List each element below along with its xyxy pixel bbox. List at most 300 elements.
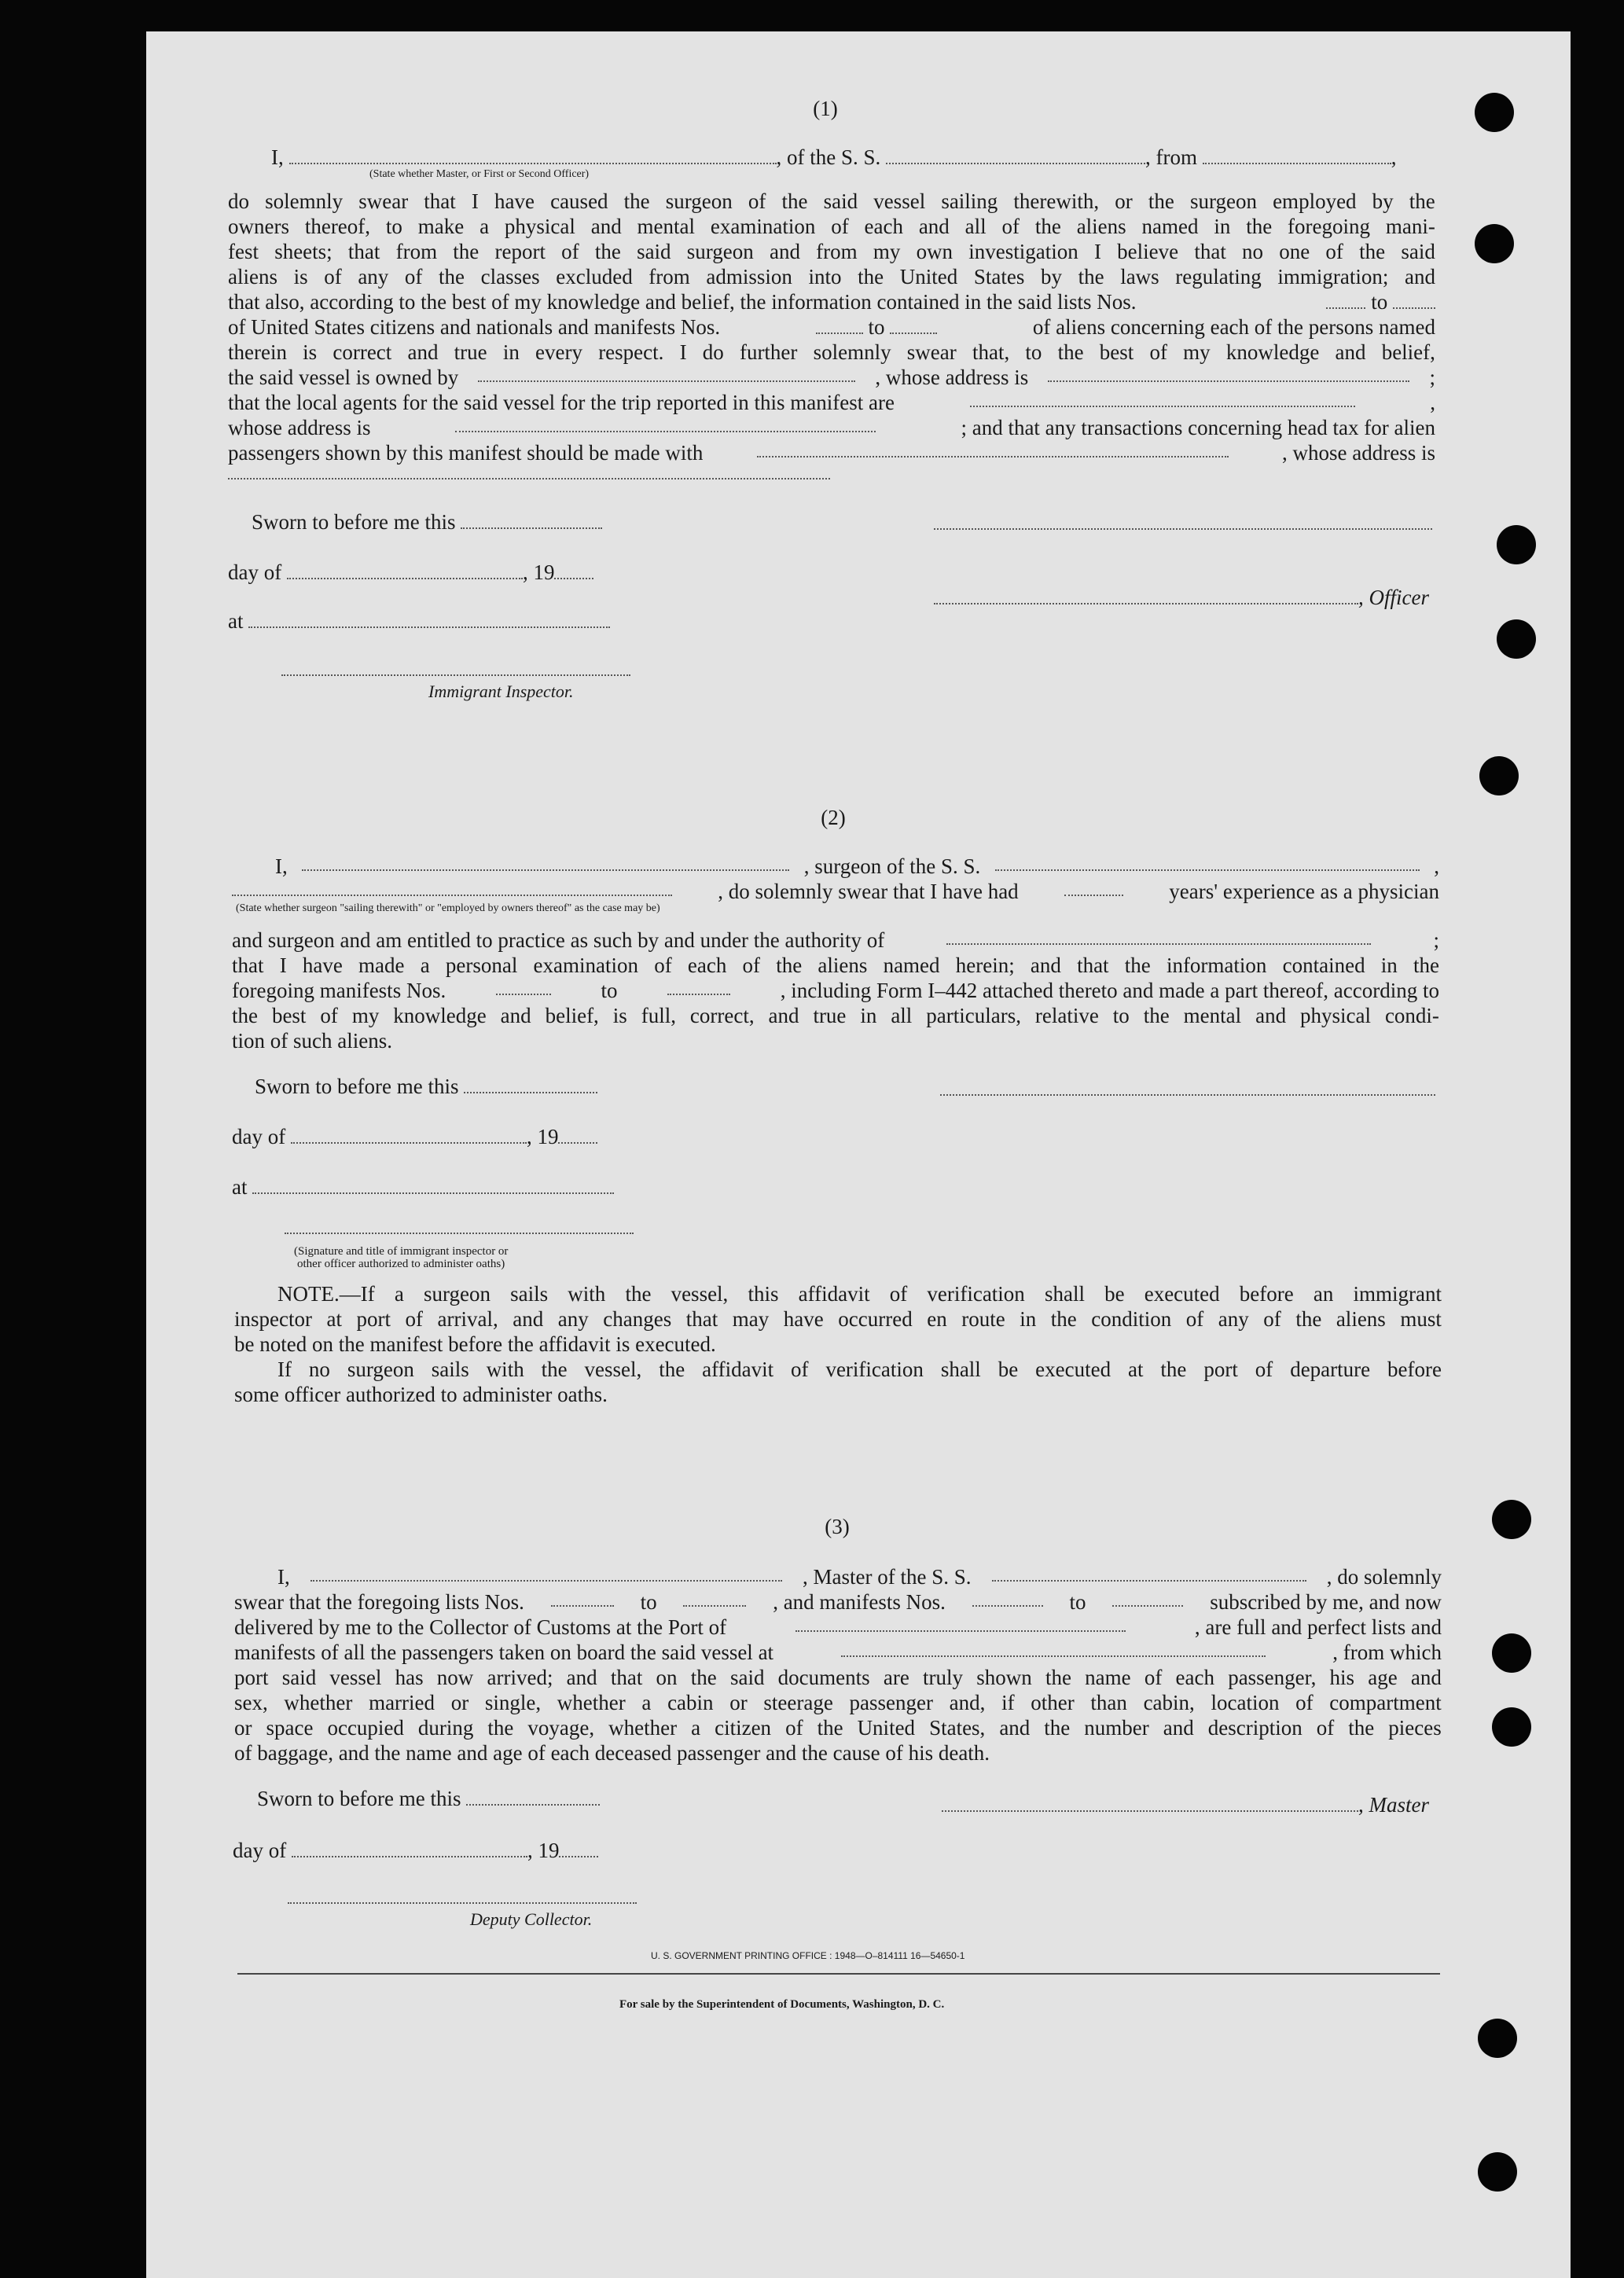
s3-deputy-collector: Deputy Collector. [470, 1909, 593, 1929]
word: named [1141, 215, 1199, 238]
word: of [889, 1282, 908, 1306]
word: the [1246, 215, 1273, 238]
word: the [781, 189, 808, 213]
word: and [1255, 1004, 1287, 1027]
s3-line [234, 1589, 1442, 1615]
word: no [1242, 240, 1264, 263]
word: or [450, 1691, 469, 1714]
s2-day-of [232, 1124, 597, 1149]
word: pieces [1388, 1716, 1442, 1740]
word: shall [940, 1358, 981, 1381]
word: herein; [955, 953, 1015, 977]
word: whether [608, 1716, 678, 1740]
punch-hole [1479, 756, 1519, 795]
s2-surgeon-of: , surgeon of the S. S. [803, 854, 981, 878]
word: and [1335, 340, 1366, 364]
word: is [612, 1004, 627, 1027]
word: the [439, 265, 465, 288]
word: immigrant [1353, 1282, 1442, 1306]
s1-line [228, 214, 1435, 239]
word: that [610, 1666, 643, 1689]
s2-note: (State whether surgeon "sailing therewith" or "employed by owners thereof" as the case may be) [236, 902, 660, 914]
s3-to: to [640, 1590, 657, 1614]
word: vessel [329, 1666, 382, 1689]
s3-master [942, 1792, 1429, 1817]
word: therewith, [1013, 189, 1100, 213]
word: the [1413, 953, 1439, 977]
word: has [395, 1666, 424, 1689]
word: solemnly [813, 340, 891, 364]
word: foregoing [1288, 215, 1371, 238]
word: that [424, 189, 456, 213]
punch-hole [1497, 525, 1536, 564]
word: executed [1035, 1358, 1111, 1381]
s2-line [232, 953, 1439, 978]
word: best [271, 1004, 307, 1027]
word: said [823, 189, 858, 213]
word: arrival, [437, 1307, 498, 1331]
note-line: be noted on the manifest before the affidavit is executed. [234, 1332, 716, 1356]
word: sails [510, 1282, 549, 1306]
word: sailing [941, 189, 998, 213]
word: in [860, 1004, 877, 1027]
s1-day-of [228, 560, 593, 585]
word: route [961, 1307, 1005, 1331]
word: examination [710, 215, 816, 238]
word: or [1115, 189, 1133, 213]
word: said [281, 1666, 317, 1689]
s1-paragraph [228, 189, 1435, 465]
word: aliens [1336, 1307, 1386, 1331]
word: of [654, 953, 672, 977]
word: any [557, 1307, 589, 1331]
word: particulars, [926, 1004, 1021, 1027]
word: the [1050, 1307, 1077, 1331]
word: my [351, 1004, 380, 1027]
s3-i-label: I, [277, 1565, 290, 1589]
s3-master-of: , Master of the S. S. [803, 1565, 972, 1589]
word: full, [641, 1004, 676, 1027]
word: from [816, 240, 858, 263]
word: vessel [873, 189, 926, 213]
s2-to: to [601, 979, 618, 1002]
s3-day-of-label: day of [233, 1839, 287, 1862]
word: owners [228, 215, 289, 238]
word: I [279, 953, 287, 977]
word: States [973, 265, 1025, 288]
word: best [1099, 340, 1134, 364]
word: do [228, 189, 249, 213]
word: voyage, [527, 1716, 595, 1740]
s3-to-2: to [1069, 1590, 1086, 1614]
word: by [1372, 189, 1394, 213]
punch-hole [1478, 2152, 1517, 2192]
word: married [369, 1691, 435, 1714]
s2-years: years' experience as a physician [1169, 880, 1439, 903]
word: immigration; [1277, 265, 1389, 288]
word: are [883, 1666, 909, 1689]
punch-hole [1478, 2019, 1517, 2058]
word: an [1313, 1282, 1334, 1306]
s3-line [234, 1640, 1442, 1665]
word: and [590, 215, 622, 238]
word: a [394, 1282, 404, 1306]
section-3-heading: (3) [825, 1515, 850, 1538]
s3-line [234, 1715, 1442, 1740]
word: must [1400, 1307, 1442, 1331]
word: changes [603, 1307, 672, 1331]
word: and, [949, 1691, 986, 1714]
word: of [324, 265, 342, 288]
word: sheets; [274, 240, 333, 263]
word: the [594, 240, 621, 263]
word: I [679, 340, 687, 364]
word: space [266, 1716, 314, 1740]
word: one [1279, 240, 1310, 263]
word: and [1163, 1716, 1194, 1740]
word: that [685, 1307, 718, 1331]
s2-form: , including Form I–442 attached thereto and made a part thereof, according to [780, 979, 1439, 1002]
word: the [1295, 1307, 1322, 1331]
word: each [864, 215, 903, 238]
s1-intro: I, , of the S. S. , from , [271, 145, 1397, 169]
s2-line: I, , surgeon of the S. S. , [275, 854, 1439, 878]
word: have [783, 1307, 824, 1331]
s1-line [228, 314, 1435, 340]
s2-sig-note-1: (Signature and title of immigrant inspector or [294, 1245, 509, 1258]
word: passenger, [1228, 1666, 1317, 1689]
word: his [1329, 1666, 1355, 1689]
word: may [732, 1307, 770, 1331]
word: have [494, 189, 535, 213]
word: and [566, 1666, 597, 1689]
word: no [308, 1358, 330, 1381]
word: information [1166, 953, 1267, 977]
word: the [776, 953, 803, 977]
word: and [1030, 953, 1061, 977]
s3-day-of [233, 1838, 598, 1863]
word: a [420, 953, 430, 977]
word: condi- [1384, 1004, 1439, 1027]
s1-owned-by: the said vessel is owned by [228, 366, 459, 389]
word: to [385, 215, 402, 238]
word: therein [228, 340, 287, 364]
s3-line [234, 1665, 1442, 1690]
s3-subscribed: subscribed by me, and now [1210, 1590, 1442, 1614]
word: the [1348, 1716, 1375, 1740]
word: from [648, 265, 690, 288]
s2-solemnly: , do solemnly swear that I have had [718, 880, 1019, 903]
s1-at [228, 608, 610, 634]
s1-whose-address: , whose address is [875, 366, 1029, 389]
s2-manifests: foregoing manifests Nos. [232, 979, 446, 1002]
word: condition [1091, 1307, 1172, 1331]
s3-sworn-label: Sworn to before me this [257, 1787, 461, 1810]
s2-inspector-line [285, 1233, 634, 1234]
punch-hole [1492, 1633, 1531, 1673]
word: of [748, 189, 766, 213]
word: each [1175, 1666, 1214, 1689]
word: other [1031, 1691, 1075, 1714]
word: do [702, 340, 724, 364]
word: is [303, 340, 318, 364]
word: citizen [715, 1716, 772, 1740]
word: excluded [556, 265, 633, 288]
word: States, [929, 1716, 986, 1740]
word: admission [706, 265, 792, 288]
word: the [1359, 240, 1386, 263]
word: shall [1044, 1282, 1085, 1306]
s2-year-label: , 19 [526, 1125, 559, 1148]
word: port [234, 1666, 269, 1689]
s1-officer-label: , Officer [1358, 586, 1429, 609]
word: of [404, 265, 423, 288]
s2-authority: and surgeon and am entitled to practice as such by and under the authority of [232, 928, 885, 952]
s3-line [234, 1564, 1442, 1589]
word: surgeon [665, 189, 733, 213]
word: solemnly [265, 189, 344, 213]
word: en [927, 1307, 947, 1331]
s1-head-tax: ; and that any transactions concerning head tax for alien [961, 416, 1435, 439]
word: the [1057, 340, 1084, 364]
punch-hole [1475, 224, 1514, 263]
s1-line [228, 340, 1435, 365]
word: the [1409, 189, 1435, 213]
word: and [513, 1307, 544, 1331]
word: my [873, 240, 901, 263]
word: report [494, 240, 546, 263]
word: I [471, 189, 479, 213]
word: every [535, 340, 582, 364]
word: occupied [327, 1716, 404, 1740]
word: before [1387, 1358, 1442, 1381]
word: on [656, 1666, 678, 1689]
word: mental [637, 215, 696, 238]
s1-line [228, 264, 1435, 289]
word: said [637, 240, 671, 263]
s2-note-block [234, 1281, 1442, 1407]
word: departure [1290, 1358, 1371, 1381]
s1-line5-text: that also, according to the best of my knowledge and belief, the information contained in the said lists Nos. [228, 290, 1137, 314]
s1-of-ss-label: , of the S. S. [776, 145, 881, 169]
word: of [1144, 1666, 1163, 1689]
word: surgeon [1189, 189, 1257, 213]
s3-line [234, 1690, 1442, 1715]
word: laws [1120, 265, 1159, 288]
word: any [358, 265, 389, 288]
word: arrived; [487, 1666, 553, 1689]
s3-collector-line [288, 1902, 637, 1904]
word: the [1148, 189, 1174, 213]
word: the [1143, 1004, 1170, 1027]
word: single, [484, 1691, 542, 1714]
s1-line [228, 440, 1435, 465]
word: all [891, 1004, 913, 1027]
s1-made-with: passengers shown by this manifest should be made with [228, 441, 704, 465]
word: compartment [1329, 1691, 1442, 1714]
word: and [768, 1004, 799, 1027]
word: of [1149, 340, 1167, 364]
word: the [232, 1004, 258, 1027]
s2-day-of-label: day of [232, 1125, 286, 1148]
word: examination [533, 953, 638, 977]
word: of [1325, 240, 1343, 263]
word: verification [825, 1358, 924, 1381]
word: the [453, 240, 479, 263]
word: the [858, 265, 884, 288]
word: description [1207, 1716, 1303, 1740]
word: aliens [1076, 215, 1126, 238]
word: said [1401, 240, 1435, 263]
word: location [1211, 1691, 1280, 1714]
word: of [1316, 1716, 1335, 1740]
word: shown [976, 1666, 1032, 1689]
word: into [808, 265, 842, 288]
word: correct [333, 340, 392, 364]
word: or [234, 1716, 252, 1740]
word: make [417, 215, 465, 238]
word: before [1239, 1282, 1294, 1306]
word: affidavit [702, 1358, 774, 1381]
word: that, [972, 340, 1010, 364]
s2-line: tion of such aliens. [232, 1029, 392, 1053]
word: steerage [763, 1691, 833, 1714]
word: port [1203, 1358, 1238, 1381]
s1-day-of-label: day of [228, 560, 282, 584]
s2-line [232, 1003, 1439, 1028]
word: employed [1273, 189, 1357, 213]
for-sale: For sale by the Superintendent of Documents, Washington, D. C. [619, 1998, 945, 2011]
s3-from-which: , from which [1332, 1641, 1442, 1664]
word: the [1078, 265, 1104, 288]
word: belief, [1381, 340, 1435, 364]
word: each [687, 953, 727, 977]
word: with [568, 1282, 606, 1306]
word: correct, [689, 1004, 755, 1027]
word: swear [358, 189, 409, 213]
s1-inspector-signature-line [281, 674, 630, 676]
word: from [395, 240, 438, 263]
word: at [1128, 1358, 1144, 1381]
s3-taken-on-board: manifests of all the passengers taken on board the said vessel at [234, 1641, 774, 1664]
word: United [899, 265, 958, 288]
word: the [487, 1716, 514, 1740]
note-line [234, 1306, 1442, 1332]
word: have [302, 953, 343, 977]
word: and [500, 1004, 531, 1027]
printing-office: U. S. GOVERNMENT PRINTING OFFICE : 1948—O–814111 16—54650-1 [651, 1950, 965, 1961]
word: of [791, 1358, 809, 1381]
s3-line: of baggage, and the name and age of each deceased passenger and the cause of his death. [234, 1741, 990, 1765]
word: and [918, 215, 950, 238]
word: occurred [838, 1307, 913, 1331]
s2-line: and surgeon and am entitled to practice as such by and under the authority of ; [232, 928, 1439, 952]
word: now [436, 1666, 474, 1689]
word: NOTE.—If [277, 1282, 375, 1306]
word: named [883, 953, 940, 977]
word: and [999, 1716, 1031, 1740]
word: all [964, 215, 987, 238]
word: than [1090, 1691, 1127, 1714]
word: further [739, 340, 798, 364]
s2-at [232, 1174, 614, 1200]
word: I [1093, 240, 1101, 263]
word: sails [431, 1358, 469, 1381]
section-2-heading: (2) [821, 806, 846, 829]
word: and [407, 340, 439, 364]
word: relative [1034, 1004, 1099, 1027]
word: in [502, 340, 520, 364]
s1-line6a: of United States citizens and nationals and manifests Nos. [228, 315, 721, 339]
s2-line [232, 879, 1439, 904]
s1-whose-address-end: , whose address is [1282, 441, 1435, 465]
word: be [1104, 1282, 1125, 1306]
word: of [1295, 1691, 1314, 1714]
word: own [916, 240, 953, 263]
word: during [417, 1716, 474, 1740]
word: vessel, [671, 1282, 729, 1306]
word: in [1214, 215, 1231, 238]
word: belief, [545, 1004, 599, 1027]
word: of [742, 953, 761, 977]
word: surgeon [423, 1282, 491, 1306]
word: and [769, 240, 800, 263]
note-line [234, 1281, 1442, 1306]
word: affidavit [798, 1282, 870, 1306]
s1-officer [934, 585, 1429, 610]
word: a [479, 215, 490, 238]
word: the [1045, 1666, 1071, 1689]
word: physical [504, 215, 575, 238]
word: truly [923, 1666, 964, 1689]
word: that [232, 953, 264, 977]
word: of [1185, 1307, 1204, 1331]
punch-hole [1492, 1707, 1531, 1747]
s3-master-label: , Master [1358, 1793, 1429, 1817]
s1-line [228, 289, 1435, 314]
word: with [486, 1358, 524, 1381]
word: respect. [598, 340, 664, 364]
word: of [785, 1716, 803, 1740]
word: sex, [234, 1691, 268, 1714]
word: true [454, 340, 487, 364]
word: whether [557, 1691, 626, 1714]
s1-whose-address-is: whose address is [228, 416, 371, 439]
word: If [277, 1358, 292, 1381]
word: any [1218, 1307, 1249, 1331]
word: true [813, 1004, 847, 1027]
word: in [1380, 953, 1398, 977]
word: executed [1144, 1282, 1220, 1306]
word: the [1160, 1358, 1187, 1381]
word: aliens [228, 265, 277, 288]
s2-signature-line [940, 1094, 1435, 1096]
word: to [1112, 1004, 1130, 1027]
word: swear [906, 340, 957, 364]
word: the [1044, 1716, 1071, 1740]
word: physical [1300, 1004, 1371, 1027]
word: by [1040, 265, 1062, 288]
word: the [623, 189, 650, 213]
s1-to: to [868, 315, 885, 339]
s3-full-perfect: , are full and perfect lists and [1194, 1615, 1442, 1639]
word: surgeon [686, 240, 754, 263]
s3-collector: delivered by me to the Collector of Customs at the Port of [234, 1615, 727, 1639]
s2-sworn-label: Sworn to before me this [255, 1075, 459, 1098]
word: United [857, 1716, 916, 1740]
s1-line [228, 415, 1435, 440]
word: caused [550, 189, 608, 213]
